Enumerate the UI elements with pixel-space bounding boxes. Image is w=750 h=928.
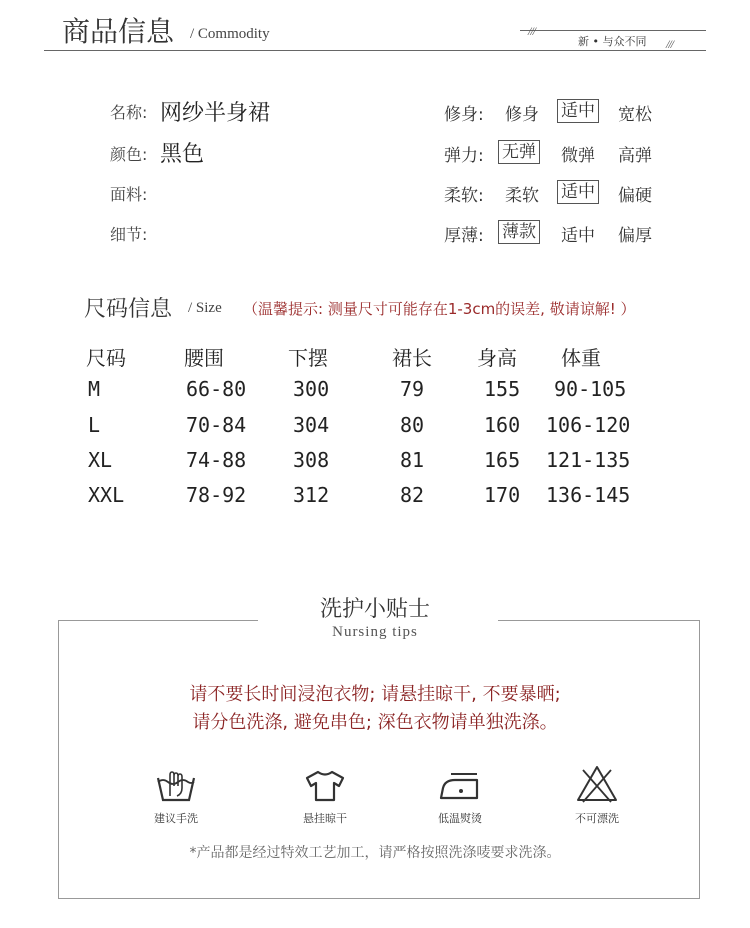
section-title-care: 洗护小贴士: [319, 597, 430, 622]
table-cell: 78-92: [186, 483, 247, 507]
fit-option-2-selected: 适中: [557, 99, 599, 123]
table-cell: 304: [293, 413, 330, 437]
softness-option-2-selected: 适中: [557, 180, 599, 204]
fit-option-3: 宽松: [618, 105, 652, 125]
fit-option-1: 修身: [505, 105, 539, 125]
detail-label: 细节:: [110, 225, 148, 244]
elasticity-option-2: 微弹: [561, 146, 595, 166]
section-title-commodity: 商品信息: [62, 15, 175, 48]
size-header-weight: 体重: [561, 346, 601, 370]
elasticity-option-3: 高弹: [618, 146, 652, 166]
table-cell: 80: [400, 413, 425, 437]
table-cell: 136-145: [546, 483, 631, 507]
table-cell: 74-88: [186, 448, 247, 472]
color-value: 黑色: [160, 142, 205, 167]
header-divider: [44, 50, 706, 51]
softness-label: 柔软:: [444, 186, 484, 206]
hang-dry-label: 悬挂晾干: [303, 812, 347, 825]
size-header-size: 尺码: [86, 346, 126, 370]
table-cell: L: [88, 413, 101, 437]
softness-option-1: 柔软: [505, 186, 539, 206]
table-cell: 312: [293, 483, 330, 507]
table-cell: 160: [484, 413, 521, 437]
hang-dry-icon: [302, 766, 348, 806]
section-subtitle-care: Nursing tips: [332, 624, 418, 640]
table-cell: 170: [484, 483, 521, 507]
hand-wash-label: 建议手洗: [154, 812, 198, 825]
hand-wash-icon: [153, 766, 199, 806]
care-instruction-line-1: 请不要长时间浸泡衣物; 请悬挂晾干, 不要暴晒;: [189, 684, 561, 705]
name-value: 网纱半身裙: [160, 101, 271, 126]
slash-decoration-left: ///: [528, 24, 536, 38]
table-cell: 90-105: [554, 377, 627, 401]
no-bleach-label: 不可漂洗: [575, 812, 619, 825]
table-cell: 121-135: [546, 448, 631, 472]
brand-tagline: 新 • 与众不同: [578, 35, 647, 48]
table-cell: 155: [484, 377, 521, 401]
care-instruction-line-2: 请分色洗涤, 避免串色; 深色衣物请单独洗涤。: [192, 712, 558, 733]
size-measurement-note: （温馨提示: 测量尺寸可能存在1-3cm的误差, 敬请谅解! ）: [243, 300, 636, 318]
softness-option-3: 偏硬: [618, 186, 652, 206]
fit-label: 修身:: [444, 105, 484, 125]
size-header-length: 裙长: [392, 346, 432, 370]
header-divider-right: [520, 30, 706, 31]
fabric-label: 面料:: [110, 185, 148, 204]
thickness-option-3: 偏厚: [618, 226, 652, 246]
table-cell: 66-80: [186, 377, 247, 401]
thickness-label: 厚薄:: [444, 226, 484, 246]
care-footnote: *产品都是经过特效工艺加工，请严格按照洗涤唛要求洗涤。: [189, 845, 561, 861]
section-subtitle-size: / Size: [188, 300, 222, 316]
slash-decoration-right: ///: [666, 37, 674, 51]
size-header-height: 身高: [477, 346, 517, 370]
table-cell: 308: [293, 448, 330, 472]
elasticity-option-1-selected: 无弹: [498, 140, 540, 164]
table-cell: 81: [400, 448, 425, 472]
color-label: 颜色:: [110, 145, 148, 164]
no-bleach-icon: [574, 764, 620, 804]
low-iron-icon: [437, 766, 483, 806]
table-cell: 165: [484, 448, 521, 472]
thickness-option-2: 适中: [561, 226, 595, 246]
table-cell: M: [88, 377, 101, 401]
low-iron-label: 低温熨烫: [438, 812, 482, 825]
table-cell: XXL: [88, 483, 125, 507]
table-cell: 106-120: [546, 413, 631, 437]
size-header-hem: 下摆: [288, 346, 328, 370]
table-cell: XL: [88, 448, 113, 472]
size-header-waist: 腰围: [184, 346, 224, 370]
table-cell: 82: [400, 483, 425, 507]
table-cell: 300: [293, 377, 330, 401]
table-cell: 79: [400, 377, 425, 401]
thickness-option-1-selected: 薄款: [498, 220, 540, 244]
section-subtitle-commodity: / Commodity: [190, 26, 270, 42]
section-title-size: 尺码信息: [84, 297, 173, 322]
table-cell: 70-84: [186, 413, 247, 437]
elasticity-label: 弹力:: [444, 146, 484, 166]
name-label: 名称:: [110, 103, 148, 122]
